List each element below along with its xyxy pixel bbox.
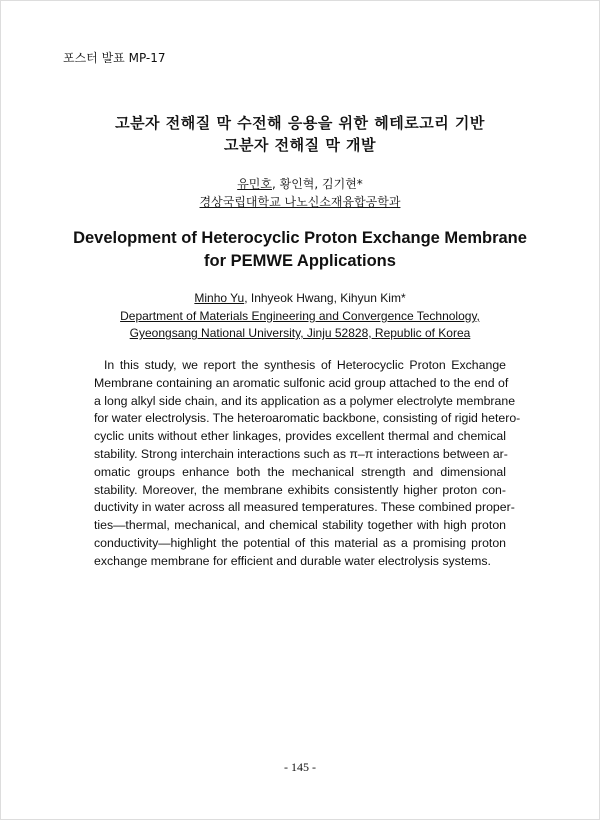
abstract-line: stability. Strong interchain interactions such as π–π interactions between ar- xyxy=(94,446,508,461)
korean-affiliation-text: 경상국립대학교 나노신소재융합공학과 xyxy=(199,195,401,209)
abstract-line: ties—thermal, mechanical, and chemical stability together with high proton xyxy=(94,518,506,533)
affiliation-text-1: Department of Materials Engineering and Convergence Technology, xyxy=(120,309,480,323)
korean-affiliation xyxy=(0,193,600,210)
abstract-line: stability. Moreover, the membrane exhibits consistently higher proton con- xyxy=(94,482,506,497)
affiliation-text-2: Gyeongsang National University, Jinju 52828, Republic of Korea xyxy=(129,326,471,340)
korean-authors xyxy=(0,175,600,192)
abstract-line: a long alkyl side chain, and its application as a polymer electrolyte membrane xyxy=(94,393,516,408)
english-authors xyxy=(0,291,600,305)
abstract-line: for water electrolysis. The heteroaromatic backbone, consisting of rigid hetero- xyxy=(94,411,521,426)
english-affiliation-line-1 xyxy=(0,309,600,323)
korean-title-line-2: 고분자 전해질 막 개발 xyxy=(223,136,377,154)
english-title-line-2: for PEMWE Applications xyxy=(204,252,396,270)
page-number: - 145 - xyxy=(284,760,316,774)
english-title-line-1: Development of Heterocyclic Proton Exchange Membrane xyxy=(73,229,527,247)
abstract-line: ductivity in water across all measured temperatures. These combined proper- xyxy=(94,500,515,515)
abstract-line: exchange membrane for efficient and durable water electrolysis systems. xyxy=(94,553,491,568)
abstract-line: omatic groups enhance both the mechanical strength and dimensional xyxy=(94,464,506,479)
abstract xyxy=(94,357,521,571)
co-authors: , 황인혁, 김기현* xyxy=(271,177,363,191)
co-authors-en: , Inhyeok Hwang, Kihyun Kim* xyxy=(244,291,406,305)
abstract-line: cyclic units without ether linkages, provides excellent thermal and chemical xyxy=(94,429,506,444)
english-affiliation-line-2 xyxy=(0,326,600,340)
presenting-author-en: Minho Yu xyxy=(194,291,245,305)
abstract-line: In this study, we report the synthesis of Heterocyclic Proton Exchange xyxy=(104,358,506,372)
session-label: 포스터 발표 MP-17 xyxy=(63,51,166,65)
presenting-author: 유민호 xyxy=(237,177,272,191)
korean-title-line-1: 고분자 전해질 막 수전해 응용을 위한 헤테로고리 기반 xyxy=(115,114,485,132)
abstract-line: conductivity—highlight the potential of this material as a promising proton xyxy=(94,535,506,550)
abstract-line: Membrane containing an aromatic sulfonic acid group attached to the end of xyxy=(94,375,509,390)
